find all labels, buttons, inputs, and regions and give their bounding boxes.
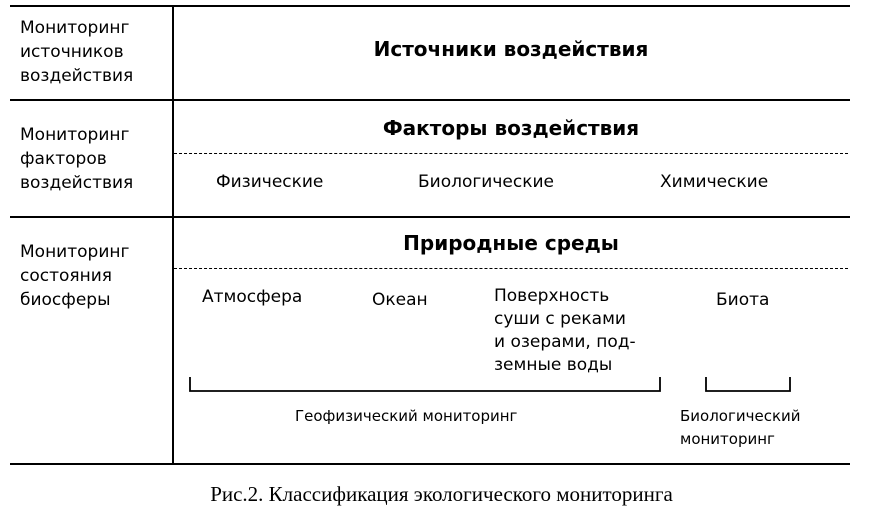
figure-caption: Рис.2. Классификация экологического мониторинга [210,482,673,506]
label-biosphere-monitoring: Мониторинг состояния биосферы [20,242,130,310]
factor-chemical: Химические [660,172,769,192]
label-factor-monitoring: Мониторинг факторов воздействия [20,125,134,193]
geophysical-monitoring-label: Геофизический мониторинг [295,407,518,425]
biological-bracket [706,377,790,391]
factor-biological: Биологические [418,172,554,192]
env-atmosphere: Атмосфера [202,287,303,307]
label-source-monitoring: Мониторинг источников воздействия [20,18,134,86]
env-ocean: Океан [372,290,428,310]
env-land-surface: Поверхность суши с реками и озерами, под- земные воды [494,286,636,375]
geophysical-bracket [190,377,660,391]
title-natural-environments: Природные среды [403,231,619,255]
title-impact-sources: Источники воздействия [373,37,649,61]
title-impact-factors: Факторы воздействия [382,116,640,140]
factor-physical: Физические [216,172,324,192]
env-biota: Биота [716,290,770,310]
biological-monitoring-label: Биологический мониторинг [680,407,801,448]
